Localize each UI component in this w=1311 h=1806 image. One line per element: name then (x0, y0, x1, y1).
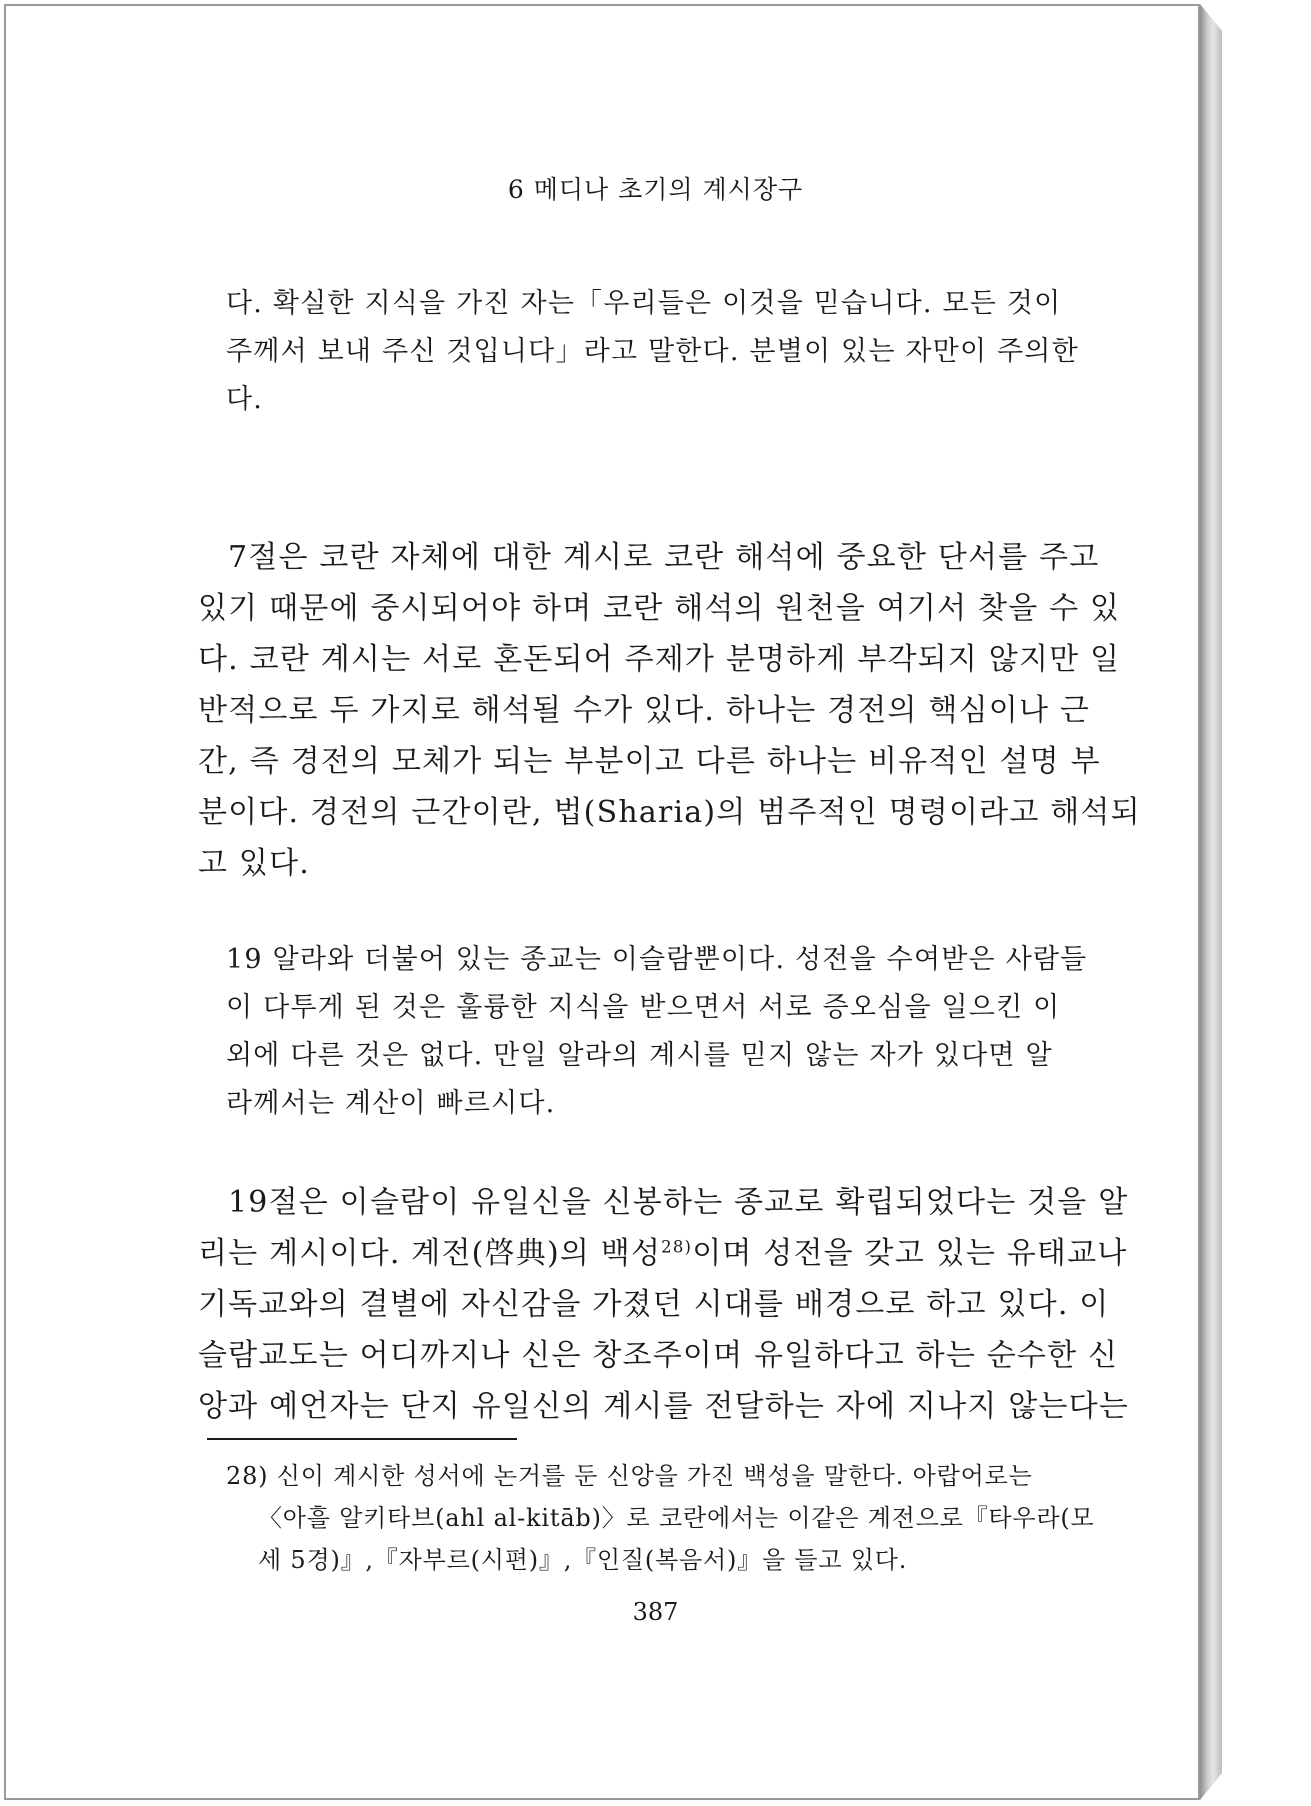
quote2-line-3: 외에 다른 것은 없다. 만일 알라의 계시를 믿지 않는 자가 있다면 알 (226, 1040, 1053, 1071)
footnote-line-1: 28) 신이 계시한 성서에 논거를 둔 신앙을 가진 백성을 말한다. 아랍어로는 (226, 1462, 1033, 1490)
para1-line-2: 있기 때문에 중시되어야 하며 코란 해석의 원천을 여기서 찾을 수 있 (198, 591, 1121, 626)
footnote-line-3: 세 5경)』,『자부르(시편)』,『인질(복음서)』을 들고 있다. (258, 1546, 908, 1574)
quote2-line-4: 라께서는 계산이 빠르시다. (226, 1088, 556, 1119)
para1-line-5: 간, 즉 경전의 모체가 되는 부분이고 다른 하나는 비유적인 설명 부 (198, 744, 1101, 779)
quote1-line-2: 주께서 보내 주신 것입니다」라고 말한다. 분별이 있는 자만이 주의한 (226, 336, 1079, 367)
para2-line-5: 앙과 예언자는 단지 유일신의 계시를 전달하는 자에 지나지 않는다는 (198, 1389, 1129, 1424)
para1-line-1: 7절은 코란 자체에 대한 계시로 코란 해석에 중요한 단서를 주고 (228, 540, 1100, 575)
footnote-ref-28: 28) (661, 1237, 693, 1257)
quote1-line-1: 다. 확실한 지식을 가진 자는「우리들은 이것을 믿습니다. 모든 것이 (226, 288, 1062, 319)
para1-line-3: 다. 코란 계시는 서로 혼돈되어 주제가 분명하게 부각되지 않지만 일 (198, 642, 1121, 677)
para2-line-2-after: 이며 성전을 갖고 있는 유태교나 (692, 1236, 1128, 1271)
page-number: 387 (632, 1598, 679, 1626)
para2-line-4: 슬람교도는 어디까지나 신은 창조주이며 유일하다고 하는 순수한 신 (198, 1338, 1119, 1373)
para2-line-1: 19절은 이슬람이 유일신을 신봉하는 종교로 확립되었다는 것을 알 (228, 1185, 1129, 1220)
para1-line-4: 반적으로 두 가지로 해석될 수가 있다. 하나는 경전의 핵심이나 근 (198, 693, 1091, 728)
quote2-line-2: 이 다투게 된 것은 훌륭한 지식을 받으면서 서로 증오심을 일으킨 이 (226, 992, 1061, 1023)
footnote-line-2: 〈아흘 알키타브(ahl al-kitāb)〉로 코란에서는 이같은 계전으로『타우라(모 (258, 1504, 1095, 1532)
para2-line-2-before: 리는 계시이다. 계전(啓典)의 백성 (198, 1236, 662, 1271)
running-header: 6 메디나 초기의 계시장구 (507, 175, 804, 204)
quote1-line-3: 다. (226, 384, 264, 415)
para1-line-7: 고 있다. (198, 846, 311, 881)
quote2-line-1: 19 알라와 더불어 있는 종교는 이슬람뿐이다. 성전을 수여받은 사람들 (226, 944, 1088, 975)
para2-line-3: 기독교와의 결별에 자신감을 가졌던 시대를 배경으로 하고 있다. 이 (198, 1287, 1110, 1322)
para2-line-2 (198, 1228, 1127, 1272)
page-edge-shadow (1200, 4, 1222, 1800)
para1-line-6: 분이다. 경전의 근간이란, 법(Sharia)의 범주적인 명령이라고 해석되 (198, 795, 1141, 830)
footnote-rule (207, 1438, 517, 1440)
